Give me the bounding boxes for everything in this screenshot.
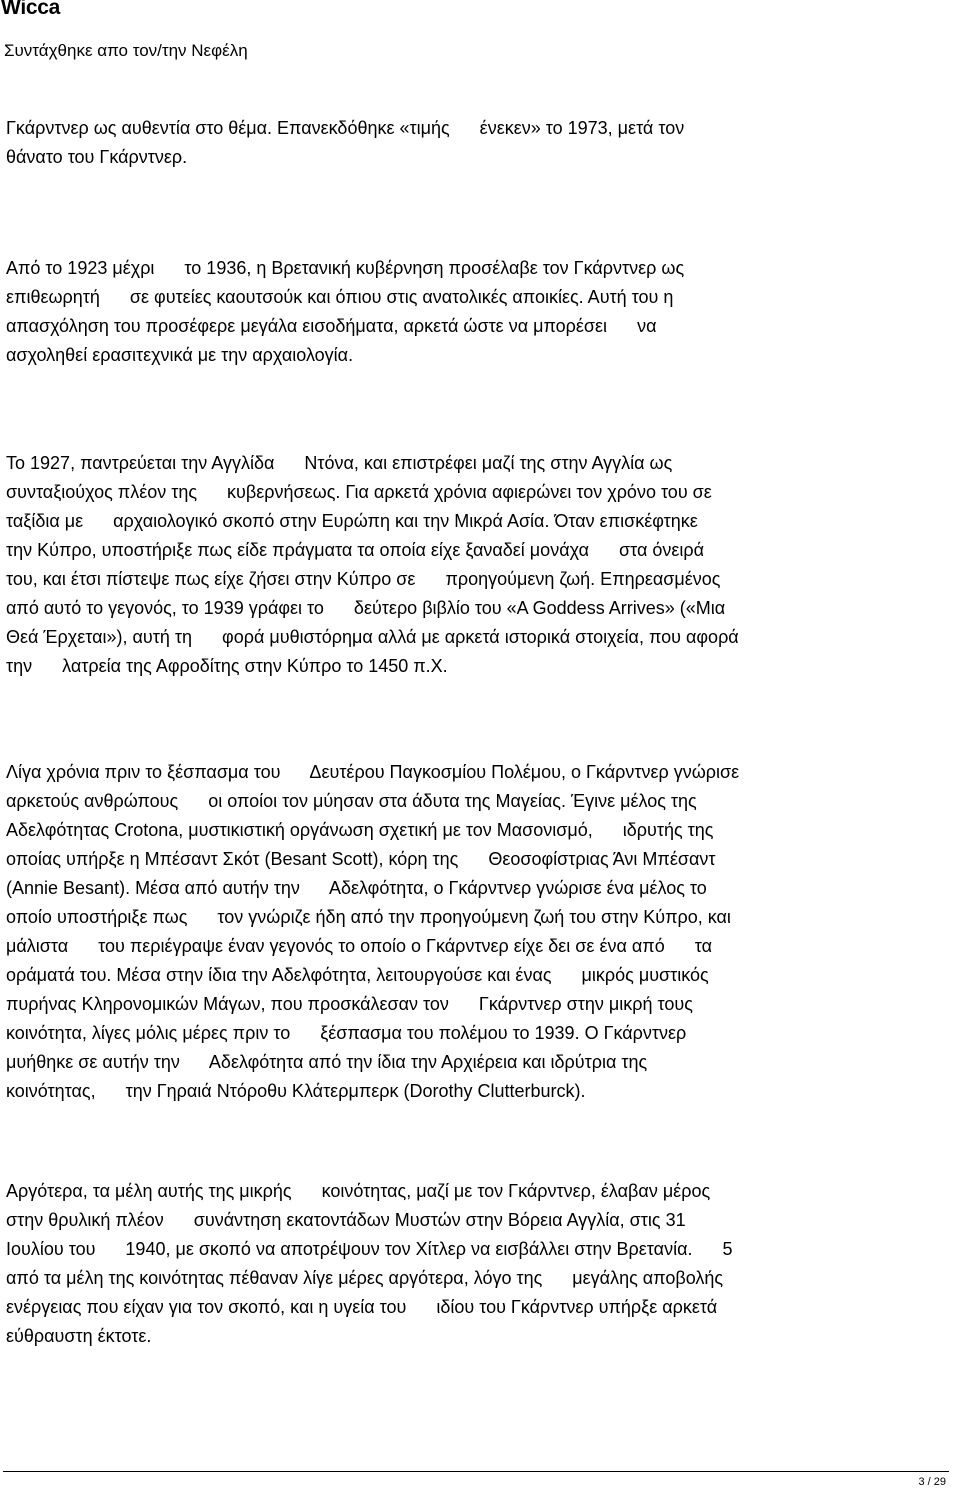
author-byline: Συντάχθηκε απο τον/την Νεφέλη [4, 41, 248, 60]
text-line: απασχόληση του προσέφερε μεγάλα εισοδήματα, αρκετά ώστε να μπορέσει να [6, 316, 657, 336]
text-line: Αργότερα, τα μέλη αυτής της μικρής κοινότητας, μαζί με τον Γκάρντνερ, έλαβαν μέρος [6, 1181, 711, 1201]
text-line: μάλιστα του περιέγραψε έναν γεγονός το οποίο ο Γκάρντνερ είχε δει σε ένα από τα [6, 936, 712, 956]
footer-divider [3, 1471, 949, 1472]
text-line: οράματά του. Μέσα στην ίδια την Αδελφότητα, λειτουργούσε και ένας μικρός μυστικός [6, 965, 709, 985]
text-line: οποίο υποστήριξε πως τον γνώριζε ήδη από την προηγούμενη ζωή του στην Κύπρο, και [6, 907, 731, 927]
paragraph-2 [6, 254, 684, 370]
text-line: του, και έτσι πίστεψε πως είχε ζήσει στην Κύπρο σε προηγούμενη ζωή. Επηρεασμένος [6, 569, 721, 589]
text-line: πυρήνας Κληρονομικών Μάγων, που προσκάλεσαν τον Γκάρντνερ στην μικρή τους [6, 994, 693, 1014]
text-line: στην θρυλική πλέον συνάντηση εκατοντάδων Μυστών στην Βόρεια Αγγλία, στις 31 [6, 1210, 686, 1230]
text-line: από τα μέλη της κοινότητας πέθαναν λίγε μέρες αργότερα, λόγο της μεγάλης αποβολής [6, 1268, 724, 1288]
text-line: ταξίδια με αρχαιολογικό σκοπό στην Ευρώπη και την Μικρά Ασία. Όταν επισκέφτηκε [6, 511, 698, 531]
text-line: Ιουλίου του 1940, με σκοπό να αποτρέψουν τον Χίτλερ να εισβάλλει στην Βρετανία. 5 [6, 1239, 733, 1259]
text-line: εύθραυστη έκτοτε. [6, 1326, 152, 1346]
text-line: Από το 1923 μέχρι το 1936, η Βρετανική κυβέρνηση προσέλαβε τον Γκάρντνερ ως [6, 258, 685, 278]
text-line: ενέργειας που είχαν για τον σκοπό, και η υγεία του ιδίου του Γκάρντνερ υπήρξε αρκετά [6, 1297, 718, 1317]
text-line: Θεά Έρχεται»), αυτή τη φορά μυθιστόρημα αλλά με αρκετά ιστορικά στοιχεία, που αφορά [6, 627, 739, 647]
paragraph-5 [6, 1177, 733, 1351]
paragraph-3 [6, 449, 739, 681]
text-line: μυήθηκε σε αυτήν την Αδελφότητα από την ίδια την Αρχιέρεια και ιδρύτρια της [6, 1052, 648, 1072]
text-line: ασχοληθεί ερασιτεχνικά με την αρχαιολογία. [6, 345, 354, 365]
text-line: Λίγα χρόνια πριν το ξέσπασμα του Δευτέρου Παγκοσμίου Πολέμου, ο Γκάρντνερ γνώρισε [6, 762, 740, 782]
text-line: την Κύπρο, υποστήριξε πως είδε πράγματα τα οποία είχε ξαναδεί μονάχα στα όνειρά [6, 540, 705, 560]
page-title: Wicca [1, 0, 61, 19]
text-line: την λατρεία της Αφροδίτης στην Κύπρο το 1450 π.Χ. [6, 656, 448, 676]
text-line: από αυτό το γεγονός, το 1939 γράφει το δεύτερο βιβλίο του «A Goddess Arrives» («Μια [6, 598, 726, 618]
paragraph-4 [6, 758, 739, 1106]
text-line: επιθεωρητή σε φυτείες καουτσούκ και όπιου στις ανατολικές αποικίες. Αυτή του η [6, 287, 674, 307]
paragraph-1 [6, 114, 684, 172]
page-number: 3 / 29 [918, 1476, 946, 1488]
text-line: οποίας υπήρξε η Μπέσαντ Σκότ (Besant Scott), κόρη της Θεοσοφίστριας Άνι Μπέσαντ [6, 849, 716, 869]
text-line: αρκετούς ανθρώπους οι οποίοι τον μύησαν στα άδυτα της Μαγείας. Έγινε μέλος της [6, 791, 697, 811]
text-line: Γκάρντνερ ως αυθεντία στο θέμα. Επανεκδόθηκε «τιμής ένεκεν» το 1973, μετά τον [6, 118, 685, 138]
text-line: (Annie Besant). Μέσα από αυτήν την Αδελφότητα, ο Γκάρντνερ γνώρισε ένα μέλος το [6, 878, 707, 898]
text-line: θάνατο του Γκάρντνερ. [6, 147, 188, 167]
text-line: κοινότητας, την Γηραιά Ντόροθυ Κλάτερμπερκ (Dorothy Clutterburck). [6, 1081, 586, 1101]
text-line: κοινότητα, λίγες μόλις μέρες πριν το ξέσπασμα του πολέμου το 1939. Ο Γκάρντνερ [6, 1023, 687, 1043]
text-line: συνταξιούχος πλέον της κυβερνήσεως. Για αρκετά χρόνια αφιερώνει τον χρόνο του σε [6, 482, 712, 502]
text-line: Το 1927, παντρεύεται την Αγγλίδα Ντόνα, και επιστρέφει μαζί της στην Αγγλία ως [6, 453, 673, 473]
text-line: Αδελφότητας Crotona, μυστικιστική οργάνωση σχετική με τον Μασονισμό, ιδρυτής της [6, 820, 714, 840]
